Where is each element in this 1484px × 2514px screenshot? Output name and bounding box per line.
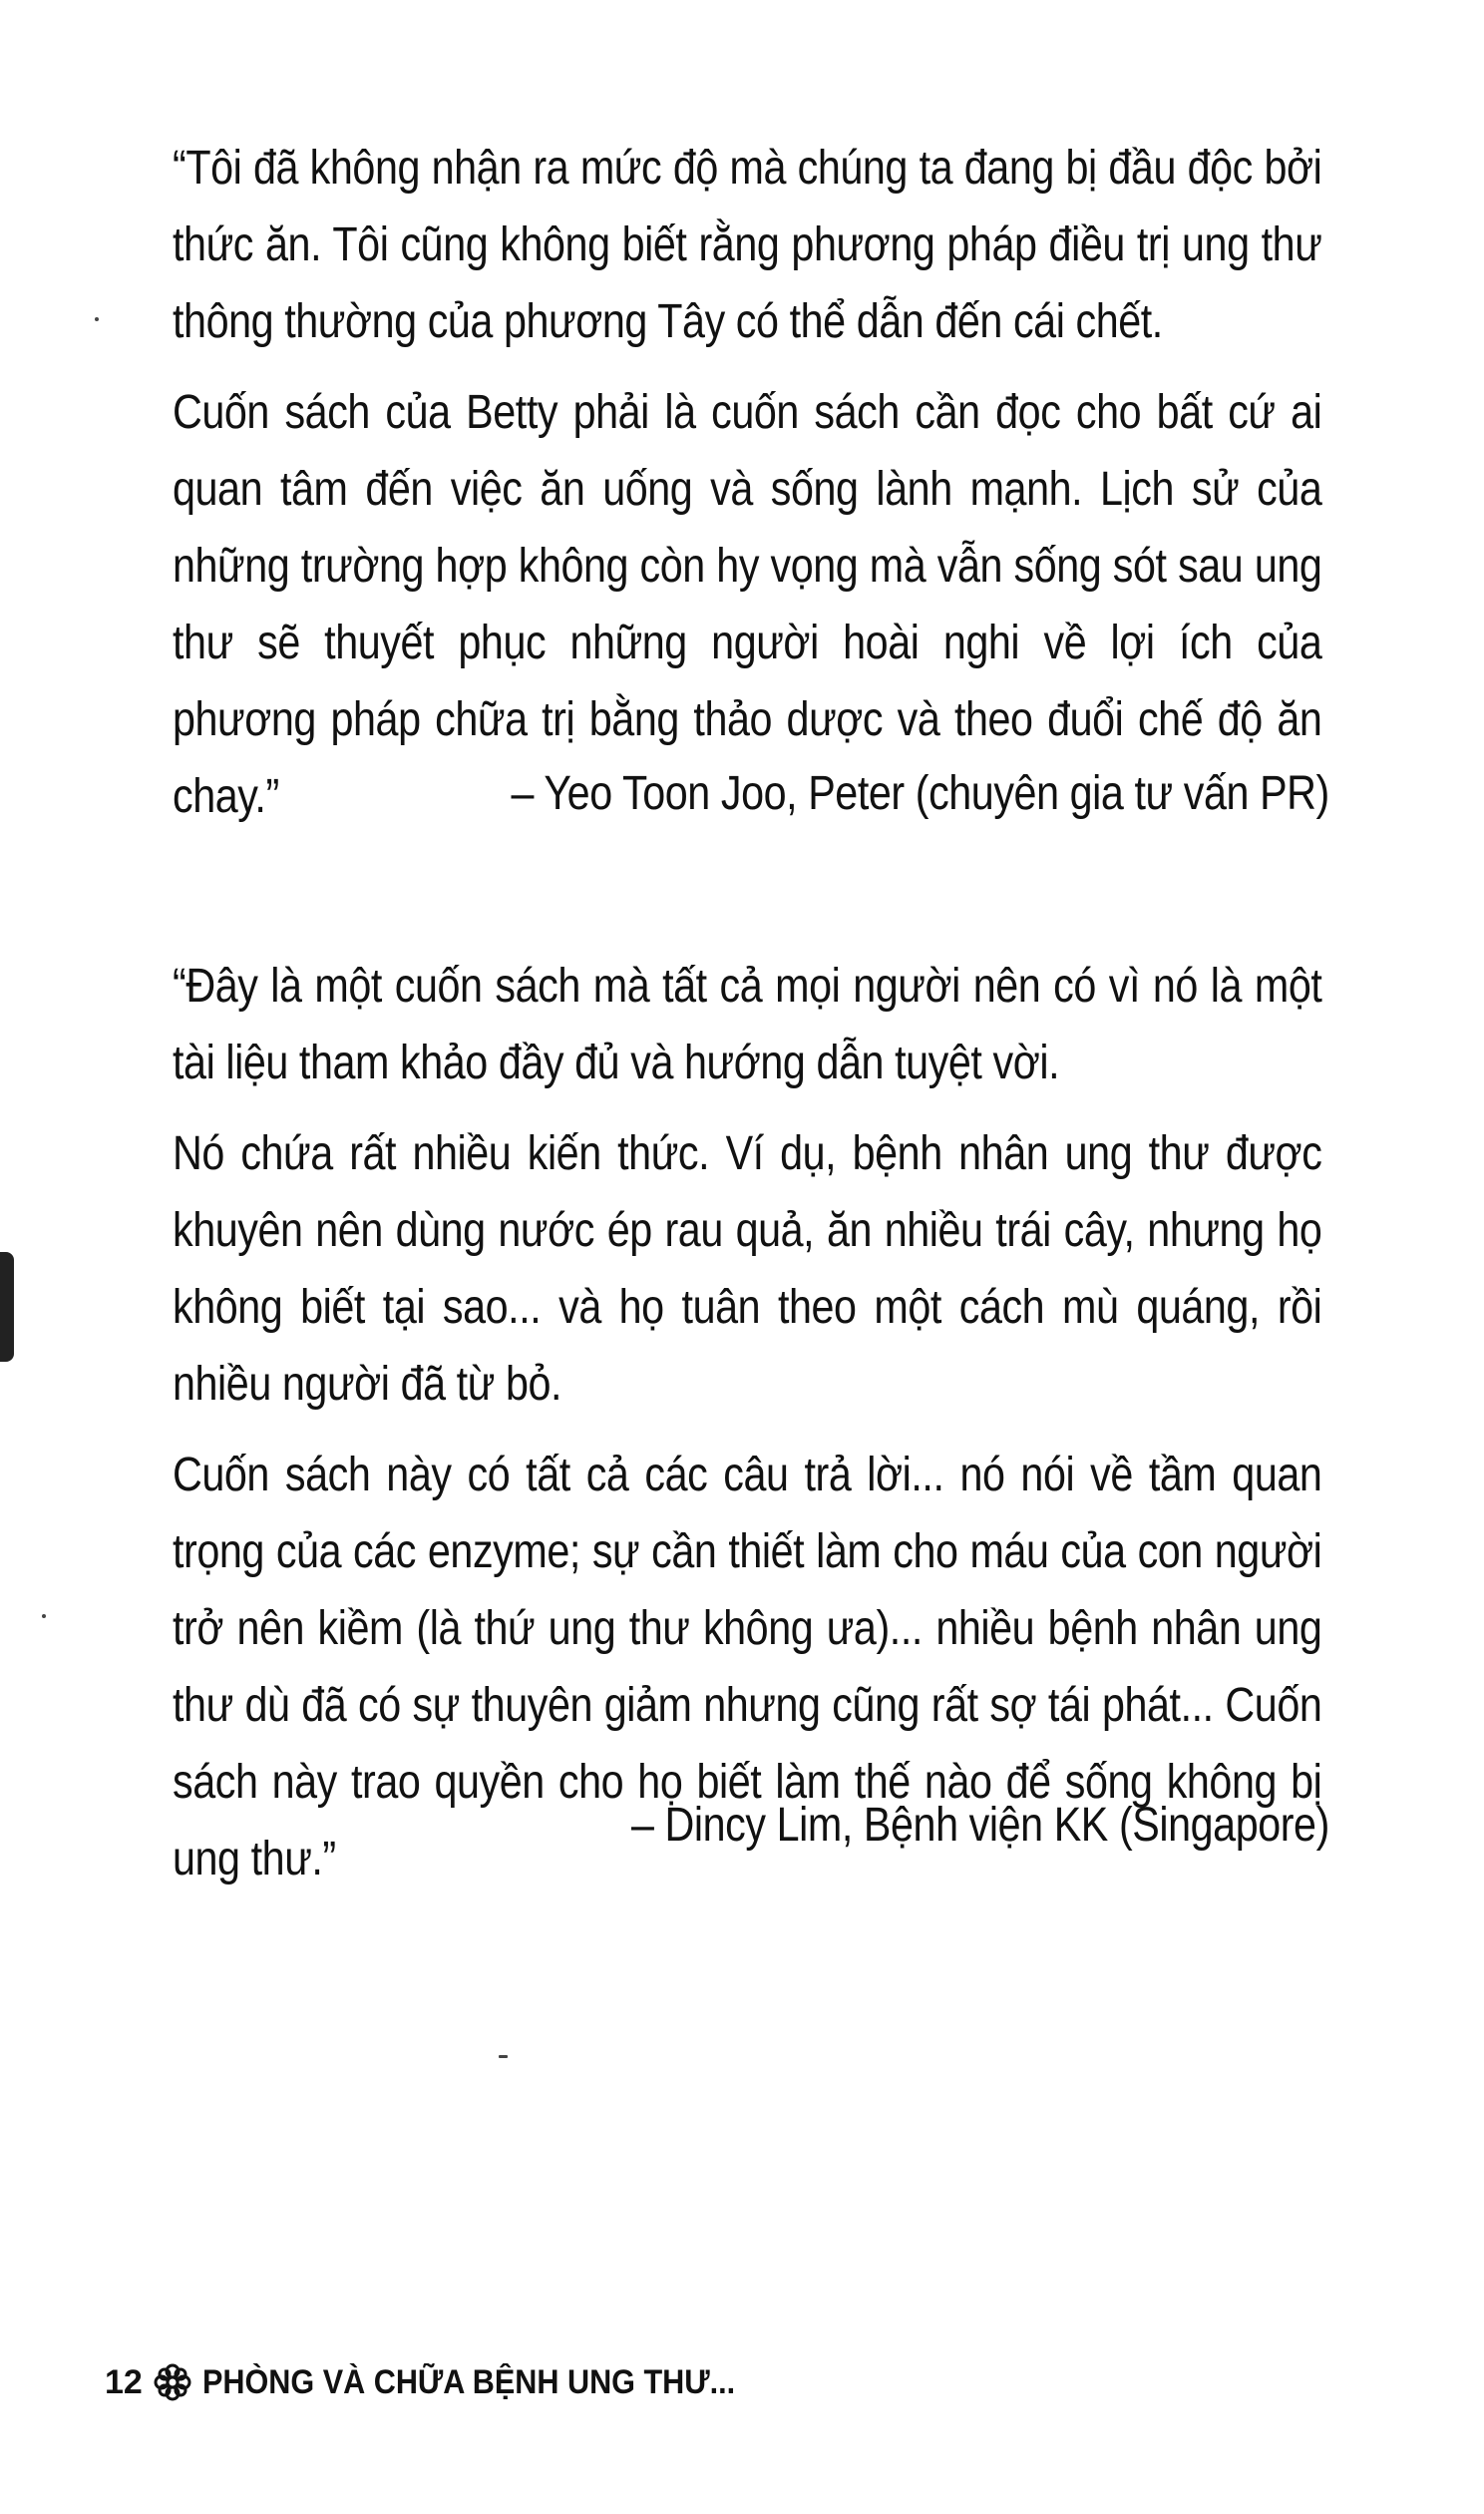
testimonial-2-paragraph: Cuốn sách này có tất cả các câu trả lời... nó nói về tầm quan trọng của các enzyme; sự cần thiết làm cho máu của con người trở nên kiềm (là thứ ung thư không ưa)... nhiều bệnh nhân ung thư dù đã có sự thuyên giảm nhưng cũng rất sợ tái phát... Cuốn sách này trao quyền cho họ biết làm thế nào để sống không bị ung thư.” [173, 1449, 1322, 1886]
dust-speck [42, 1614, 46, 1618]
flower-ornament-icon [153, 2362, 192, 2402]
dust-speck [499, 2055, 508, 2058]
testimonial-2-paragraph: “Đây là một cuốn sách mà tất cả mọi người nên có vì nó là một tài liệu tham khảo đầy đủ và hướng dẫn tuyệt vời. [173, 960, 1322, 1089]
running-title: PHÒNG VÀ CHỮA BỆNH UNG THƯ... [201, 2362, 735, 2401]
page-edge-shadow [0, 1252, 14, 1362]
page-number: 12 [105, 2362, 143, 2401]
testimonial-1 [173, 130, 1322, 835]
page-footer [105, 2362, 794, 2402]
testimonial-2-paragraph: Nó chứa rất nhiều kiến thức. Ví dụ, bệnh nhân ung thư được khuyên nên dùng nước ép rau quả, ăn nhiều trái cây, nhưng họ không biết tại sao... và họ tuân theo một cách mù quáng, rồi nhiều người đã từ bỏ. [173, 1127, 1322, 1411]
dust-speck [95, 317, 99, 321]
testimonial-1-paragraph: Cuốn sách của Betty phải là cuốn sách cần đọc cho bất cứ ai quan tâm đến việc ăn uống và sống lành mạnh. Lịch sử của những trường hợp không còn hy vọng mà vẫn sống sót sau ung thư sẽ thuyết phục những người hoài nghi về lợi ích của phương pháp chữa trị bằng thảo dược và theo đuổi chế độ ăn chay.” [173, 386, 1322, 823]
testimonial-2-attribution: – Dincy Lim, Bệnh viện KK (Singapore) [631, 1799, 1329, 1852]
testimonial-1-paragraph: “Tôi đã không nhận ra mức độ mà chúng ta đang bị đầu độc bởi thức ăn. Tôi cũng không biết rằng phương pháp điều trị ung thư thông thường của phương Tây có thể dẫn đến cái chết. [173, 142, 1322, 348]
testimonial-1-attribution: – Yeo Toon Joo, Peter (chuyên gia tư vấn PR) [511, 767, 1329, 820]
testimonial-2 [173, 948, 1322, 1897]
